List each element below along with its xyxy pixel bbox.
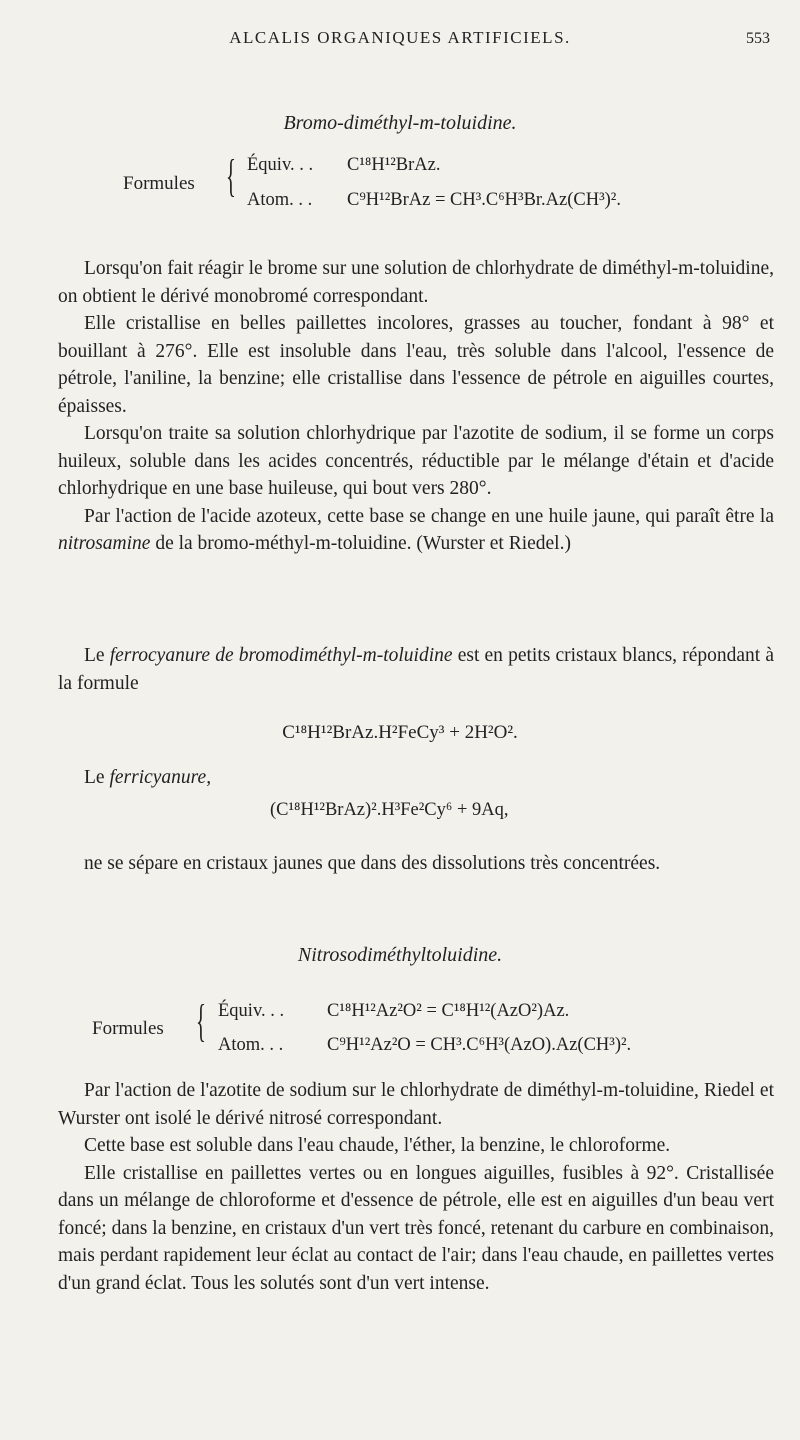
paragraph: Le ferricyanure, — [84, 767, 212, 788]
paragraph: Par l'action de l'acide azoteux, cette base se change en une huile jaune, qui paraît être la nitrosamine de la bromo-méthyl-m-toluidine. (Wurster et Riedel.) — [58, 505, 774, 554]
atom-formula: C⁹H¹²Az²O = CH³.C⁶H³(AzO).Az(CH³)². — [327, 1035, 632, 1055]
formulas-label: Formules — [123, 173, 195, 194]
text-block-1 — [58, 255, 774, 558]
text-block-5 — [58, 1077, 774, 1297]
text-block-3 — [58, 764, 774, 792]
page-header — [0, 28, 800, 54]
paragraph: Lorsqu'on traite sa solution chlorhydrique par l'azotite de sodium, il se forme un corps huileux, soluble dans les acides concentrés, réductible par le mélange d'étain et d'acide chlorhydrique en une base huileuse, qui bout vers 280°. — [58, 423, 774, 499]
ferricyanure-formula: (C¹⁸H¹²BrAz)².H³Fe²Cy⁶ + 9Aq, — [270, 800, 509, 820]
paragraph: Cette base est soluble dans l'eau chaude, l'éther, la benzine, le chloroforme. — [84, 1135, 671, 1156]
ferrocyanure-formula: C¹⁸H¹²BrAz.H²FeCy³ + 2H²O². — [282, 722, 518, 743]
paragraph: Le ferrocyanure de bromodiméthyl-m-toluidine est en petits cristaux blancs, répondant à la formule — [58, 645, 774, 694]
paragraph: Elle cristallise en belles paillettes incolores, grasses au toucher, fondant à 98° et bouillant à 276°. Elle est insoluble dans l'eau, très soluble dans l'alcool, l'essence de pétrole, l'aniline, la benzine; elle cristallise dans l'essence de pétrole en aiguilles courtes, épaisses. — [58, 313, 774, 417]
atom-formula: C⁹H¹²BrAz = CH³.C⁶H³Br.Az(CH³)². — [347, 190, 621, 210]
section-title-nitroso: Nitrosodiméthyltoluidine. — [297, 944, 503, 966]
running-title: ALCALIS ORGANIQUES ARTIFICIELS. — [229, 28, 571, 47]
equiv-formula: C¹⁸H¹²Az²O² = C¹⁸H¹²(AzO²)Az. — [327, 1001, 570, 1021]
equiv-label: Équiv. . . — [218, 1001, 285, 1021]
text-block-2 — [58, 642, 774, 697]
formulas-label: Formules — [92, 1018, 164, 1039]
paragraph: Par l'action de l'azotite de sodium sur le chlorhydrate de diméthyl-m-toluidine, Riedel et Wurster ont isolé le dérivé nitrosé correspondant. — [58, 1080, 774, 1129]
atom-label: Atom. . . — [218, 1035, 284, 1055]
equiv-formula: C¹⁸H¹²BrAz. — [347, 155, 441, 175]
brace-symbol: { — [196, 995, 206, 1046]
equiv-label: Équiv. . . — [247, 155, 314, 175]
brace-symbol: { — [226, 150, 236, 201]
paragraph: ne se sépare en cristaux jaunes que dans des dissolutions très concentrées. — [84, 853, 661, 874]
text-block-4 — [58, 850, 774, 878]
section-title-bromo: Bromo-diméthyl-m-toluidine. — [283, 112, 517, 134]
paragraph: Lorsqu'on fait réagir le brome sur une solution de chlorhydrate de diméthyl-m-toluidine, on obtient le dérivé monobromé correspondant. — [58, 258, 774, 307]
atom-label: Atom. . . — [247, 190, 313, 210]
page-number: 553 — [746, 30, 770, 47]
paragraph: Elle cristallise en paillettes vertes ou en longues aiguilles, fusibles à 92°. Cristallisée dans un mélange de chloroforme et d'essence de pétrole, elle est en aiguilles d'un beau vert foncé; dans la benzine, en cristaux d'un vert très foncé, retenant du carbure en combinaison, mais perdant rapidement leur éclat au contact de l'air; dans l'eau chaude, en paillettes vertes d'un grand éclat. Tous les solutés sont d'un vert intense. — [58, 1162, 774, 1294]
